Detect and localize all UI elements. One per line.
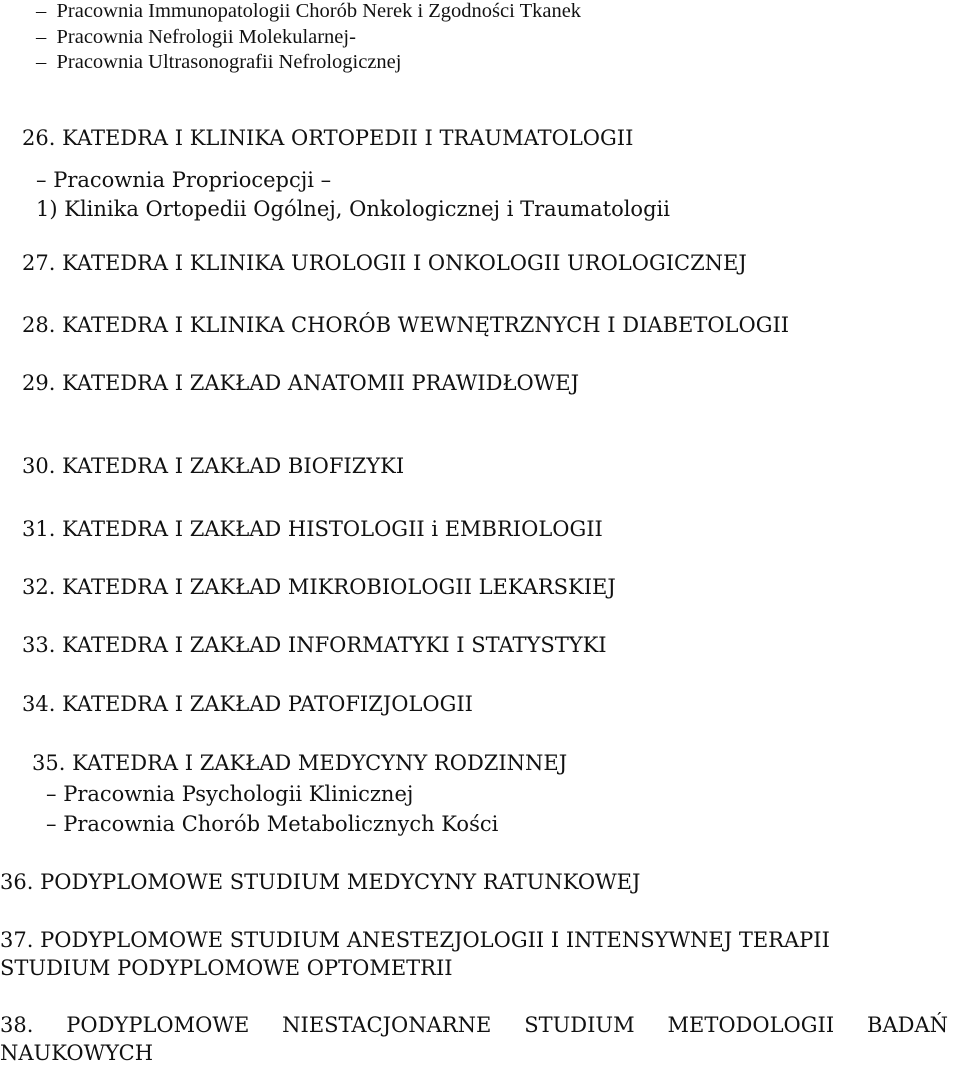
department-title: KATEDRA I KLINIKA UROLOGII I ONKOLOGII UROLOGICZNEJ <box>62 251 747 275</box>
department-heading <box>22 519 603 540</box>
clinic-number: 1) <box>36 197 58 221</box>
subunit-label: Pracownia Immunopatologii Chorób Nerek i Zgodności Tkanek <box>56 0 582 22</box>
dash: – <box>36 0 47 22</box>
department-heading <box>22 577 616 598</box>
dash: – <box>36 168 47 192</box>
subunit-label: Pracownia Psychologii Klinicznej <box>63 782 414 806</box>
department-title: KATEDRA I ZAKŁAD BIOFIZYKI <box>62 454 405 478</box>
department-title: KATEDRA I ZAKŁAD ANATOMII PRAWIDŁOWEJ <box>62 371 580 395</box>
department-heading <box>22 315 789 336</box>
subunit-label: Pracownia Ultrasonografii Nefrologicznej <box>56 51 402 73</box>
subunit-label: Pracownia Propriocepcji – <box>53 168 332 192</box>
department-title: KATEDRA I ZAKŁAD PATOFIZJOLOGII <box>62 692 473 716</box>
department-title: PODYPLOMOWE NIESTACJONARNE STUDIUM METODOLOGII BADAŃ <box>66 1013 948 1037</box>
subunit-clinical-psychology <box>46 784 413 805</box>
department-heading <box>22 456 404 477</box>
department-title: KATEDRA I ZAKŁAD HISTOLOGII i EMBRIOLOGII <box>62 517 603 541</box>
department-title: KATEDRA I ZAKŁAD INFORMATYKI I STATYSTYKI <box>62 633 607 657</box>
department-number: 32. <box>22 575 56 599</box>
subunit-label: Pracownia Chorób Metabolicznych Kości <box>63 812 499 836</box>
department-number: 27. <box>22 251 56 275</box>
dash: – <box>46 782 57 806</box>
department-title: NAUKOWYCH <box>0 1041 154 1065</box>
department-heading <box>22 128 633 149</box>
department-heading <box>0 872 640 893</box>
department-title: KATEDRA I ZAKŁAD MEDYCYNY RODZINNEJ <box>72 751 568 775</box>
subunit-molecular-nephrology <box>36 27 356 48</box>
department-number: 31. <box>22 517 56 541</box>
department-title: STUDIUM PODYPLOMOWE OPTOMETRII <box>0 956 453 980</box>
department-heading-continued <box>0 1043 153 1064</box>
department-heading <box>22 253 747 274</box>
subunit-proprioception <box>36 170 331 191</box>
department-heading-continued <box>0 958 453 979</box>
department-heading <box>32 753 567 774</box>
subunit-ultrasonography <box>36 52 401 73</box>
department-number: 35. <box>32 751 66 775</box>
department-number: 33. <box>22 633 56 657</box>
clinic-label: Klinika Ortopedii Ogólnej, Onkologicznej i Traumatologii <box>64 197 670 221</box>
clinic-orthopedics <box>36 199 670 220</box>
department-title: KATEDRA I ZAKŁAD MIKROBIOLOGII LEKARSKIEJ <box>62 575 616 599</box>
department-number: 38. <box>0 1013 34 1037</box>
department-number: 28. <box>22 313 56 337</box>
subunit-immunopathology <box>36 1 581 22</box>
department-title: PODYPLOMOWE STUDIUM ANESTEZJOLOGII I INTENSYWNEJ TERAPII <box>40 928 830 952</box>
department-number: 26. <box>22 126 56 150</box>
department-heading <box>0 1015 948 1036</box>
department-number: 34. <box>22 692 56 716</box>
department-number: 37. <box>0 928 34 952</box>
department-number: 29. <box>22 371 56 395</box>
dash: – <box>46 812 57 836</box>
subunit-metabolic-bone <box>46 814 498 835</box>
department-heading <box>22 635 607 656</box>
department-heading <box>0 930 830 951</box>
dash: – <box>36 26 47 48</box>
department-title: PODYPLOMOWE STUDIUM MEDYCYNY RATUNKOWEJ <box>40 870 641 894</box>
dash: – <box>36 51 47 73</box>
department-title: KATEDRA I KLINIKA ORTOPEDII I TRAUMATOLOGII <box>62 126 634 150</box>
department-number: 36. <box>0 870 34 894</box>
department-number: 30. <box>22 454 56 478</box>
subunit-label: Pracownia Nefrologii Molekularnej- <box>56 26 356 48</box>
department-heading <box>22 694 473 715</box>
department-title: KATEDRA I KLINIKA CHORÓB WEWNĘTRZNYCH I DIABETOLOGII <box>62 313 790 337</box>
department-heading <box>22 373 579 394</box>
